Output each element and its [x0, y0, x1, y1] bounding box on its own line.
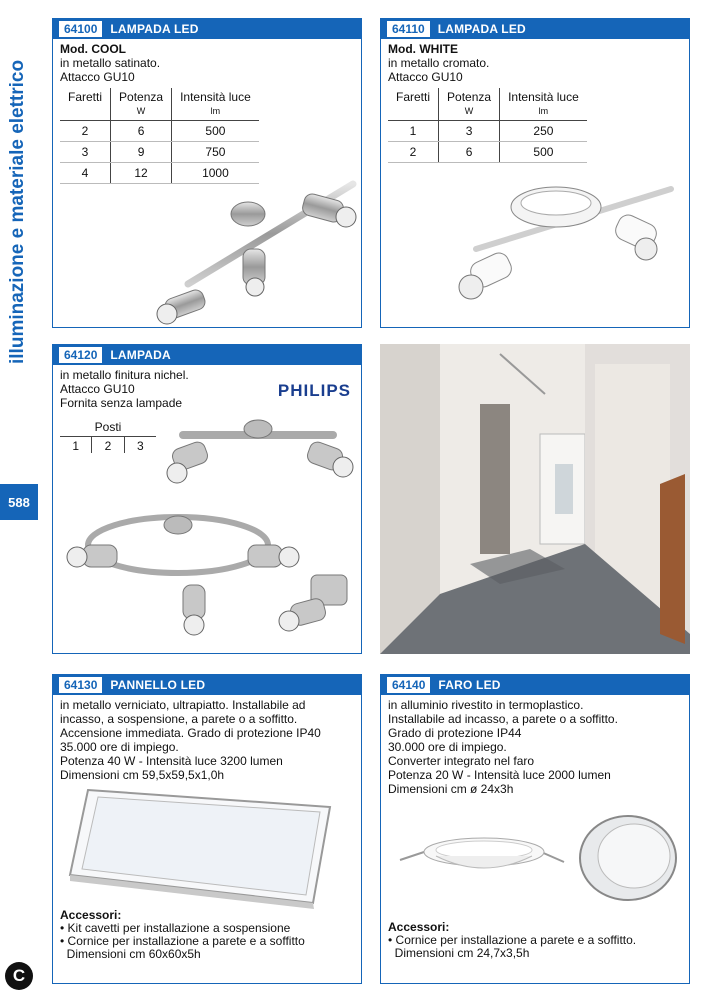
section-title: illuminazione e materiale elettrico [7, 59, 28, 365]
description-line: incasso, a sospensione, a parete o a soffitto. [60, 712, 298, 726]
table-unit: W [439, 104, 500, 121]
table-cell: 750 [172, 142, 259, 163]
table-cell: 500 [500, 142, 587, 163]
description-line: in metallo cromato. [388, 56, 490, 70]
description-line: in alluminio rivestito in termoplastico. [388, 698, 584, 712]
page-number: 588 [0, 484, 38, 520]
product-title: LAMPADA LED [437, 22, 526, 36]
table-header: Intensità luce [172, 88, 259, 104]
table-row [60, 142, 259, 163]
table-unit: lm [500, 104, 587, 121]
table-cell: 6 [111, 121, 172, 142]
description-line: 35.000 ore di impiego. [60, 740, 179, 754]
publisher-logo: C [5, 962, 33, 990]
table-row [388, 142, 587, 163]
table-header: Faretti [396, 90, 431, 104]
description-line: Fornita senza lampade [60, 396, 183, 410]
posti-value: 3 [136, 439, 144, 453]
table-cell: 12 [111, 163, 172, 184]
product-code: 64140 [387, 677, 430, 693]
product-header [53, 675, 361, 695]
table-cell: 500 [172, 121, 259, 142]
white-spotlight-image [446, 169, 676, 319]
table-cell: 2 [60, 121, 111, 142]
product-64130 [52, 674, 362, 984]
description-line: in metallo finitura nichel. [60, 368, 189, 382]
interior-photo [380, 344, 690, 654]
product-header [53, 345, 361, 365]
table-cell: 6 [439, 142, 500, 163]
description-line: 30.000 ore di impiego. [388, 740, 507, 754]
spotlight-bar-image [153, 169, 362, 328]
table-header: Potenza [111, 88, 172, 104]
product-title: LAMPADA LED [110, 22, 199, 36]
description-line: Dimensioni cm ø 24x3h [388, 782, 514, 796]
description-line: Potenza 40 W - Intensità luce 3200 lumen [60, 754, 283, 768]
table-cell: 3 [439, 121, 500, 142]
description-line: Potenza 20 W - Intensità luce 2000 lumen [388, 768, 611, 782]
hallway-illustration [380, 344, 690, 654]
description-line: Attacco GU10 [60, 382, 135, 396]
description-line: Accensione immediata. Grado di protezione IP40 [60, 726, 321, 740]
table-cell: 1 [388, 121, 439, 142]
led-panel-image [68, 785, 348, 910]
posti-value: 1 [60, 437, 92, 453]
table-cell: 1000 [172, 163, 259, 184]
posti-value: 2 [92, 437, 124, 453]
product-64140 [380, 674, 690, 984]
description-line: Installabile ad incasso, a parete o a soffitto. [388, 712, 618, 726]
description-line: Attacco GU10 [388, 70, 463, 84]
table-unit: W [111, 104, 172, 121]
posti-label: Posti [60, 420, 156, 437]
table-cell: 250 [500, 121, 587, 142]
product-title: PANNELLO LED [110, 678, 206, 692]
accessory-item: Dimensioni cm 60x60x5h [60, 947, 201, 961]
product-64120 [52, 344, 362, 654]
product-code: 64100 [59, 21, 102, 37]
description-line: in metallo satinato. [60, 56, 161, 70]
product-code: 64120 [59, 347, 102, 363]
product-header [381, 19, 689, 39]
description-line: Attacco GU10 [60, 70, 135, 84]
table-cell: 4 [60, 163, 111, 184]
model-name: Mod. WHITE [388, 42, 458, 56]
table-unit: lm [172, 104, 259, 121]
table-unit [388, 104, 439, 121]
side-strip [0, 0, 38, 1000]
table-cell: 3 [60, 142, 111, 163]
table-header: Intensità luce [500, 88, 587, 104]
model-name: Mod. COOL [60, 42, 126, 56]
accessory-item: • Cornice per installazione a parete e a soffitto. [388, 933, 637, 947]
table-header: Potenza [439, 88, 500, 104]
table-row [60, 121, 259, 142]
product-header [381, 675, 689, 695]
accessory-item: • Kit cavetti per installazione a sospensione [60, 921, 291, 935]
table-header: Faretti [68, 90, 103, 104]
product-title: LAMPADA [110, 348, 171, 362]
product-64100 [52, 18, 362, 328]
product-code: 64130 [59, 677, 102, 693]
product-header [53, 19, 361, 39]
accessory-item: Dimensioni cm 24,7x3,5h [388, 946, 530, 960]
table-row [388, 121, 587, 142]
product-title: FARO LED [438, 678, 501, 692]
accessory-item: • Cornice per installazione a parete e a soffitto [60, 934, 305, 948]
table-cell: 2 [388, 142, 439, 163]
led-downlight-image [396, 810, 686, 905]
philips-spotlights-image [53, 405, 361, 653]
description-line: in metallo verniciato, ultrapiatto. Installabile ad [60, 698, 306, 712]
accessories-label: Accessori: [60, 908, 122, 922]
description-line: Grado di protezione IP44 [388, 726, 522, 740]
product-64110 [380, 18, 690, 328]
description-line: Converter integrato nel faro [388, 754, 535, 768]
accessories-label: Accessori: [388, 920, 450, 934]
product-code: 64110 [387, 21, 430, 37]
brand-logo: PHILIPS [277, 381, 351, 400]
table-cell: 9 [111, 142, 172, 163]
description-line: Dimensioni cm 59,5x59,5x1,0h [60, 768, 225, 782]
spec-table [388, 88, 587, 163]
table-unit [60, 104, 111, 121]
